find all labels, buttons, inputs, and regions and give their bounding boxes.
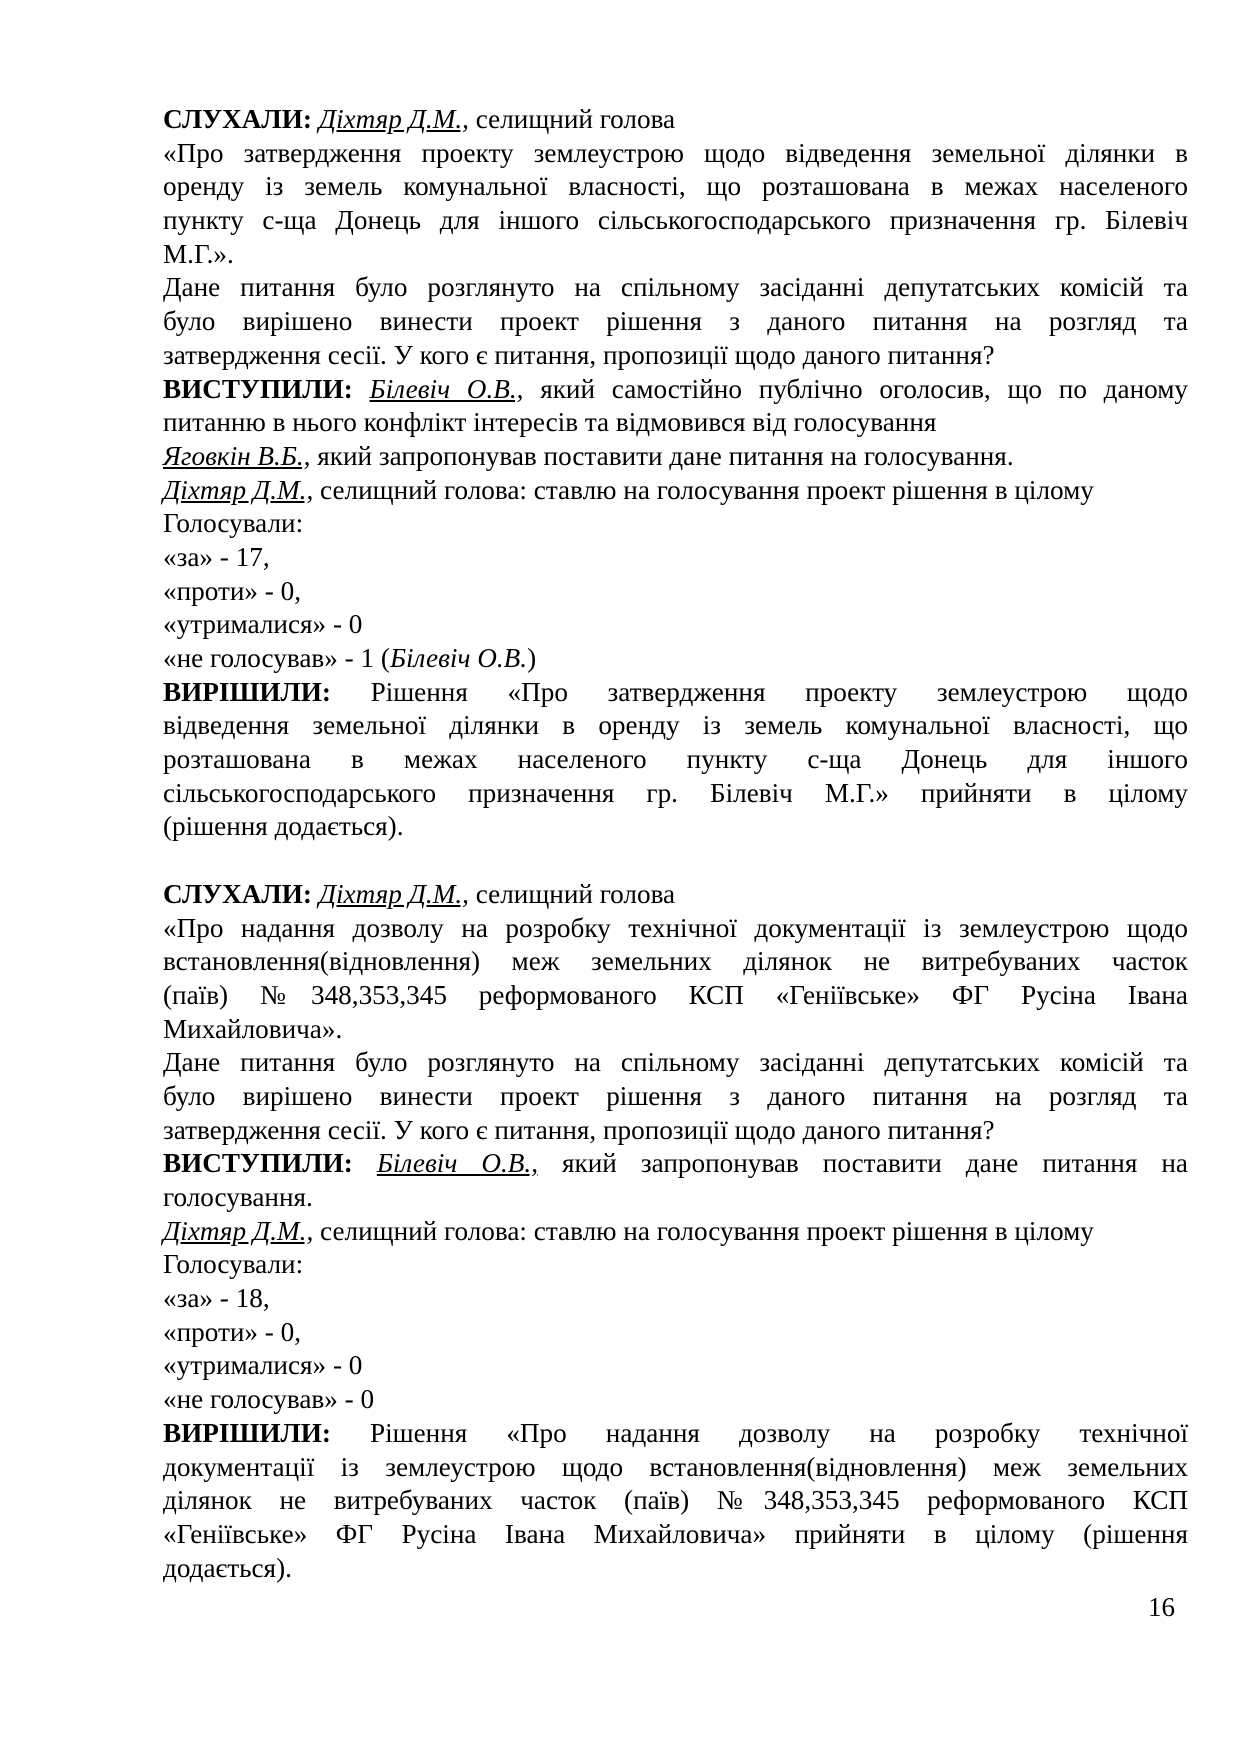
vote-for: «за» - 18, xyxy=(163,1283,270,1314)
spoke-label: ВИСТУПИЛИ: xyxy=(163,373,353,404)
not-voted-name: Білевіч О.В. xyxy=(389,643,528,673)
discussion-line: затвердження сесії. У кого є питання, пропозиції щодо даного питання? xyxy=(163,339,995,370)
item-title-line: (паїв) №348,353,345 реформованого КСП «Геніївське» ФГ Русіна Івана xyxy=(163,979,1188,1010)
spoke-text-line: голосування. xyxy=(163,1182,313,1212)
speaker-name: Яговкін В.Б., xyxy=(163,440,311,471)
decided-line xyxy=(163,1417,1188,1451)
chair-text: селищний голова: ставлю на голосування проект рішення в цілому xyxy=(313,474,1094,505)
chair-line xyxy=(163,1215,1188,1249)
decided-text: Рішення «Про надання дозволу на розробку технічної xyxy=(330,1417,1188,1448)
item-title-line: Михайловича». xyxy=(163,1013,343,1044)
vote-against: «проти» - 0, xyxy=(163,575,302,606)
page-number: 16 xyxy=(1148,1592,1175,1622)
speaker-role: селищний голова xyxy=(468,878,676,909)
vote-not-voted: «не голосував» - 0 xyxy=(163,1384,375,1415)
chair-text: селищний голова: ставлю на голосування проект рішення в цілому xyxy=(313,1215,1094,1246)
chair-line xyxy=(163,474,1188,508)
vote-for: «за» - 17, xyxy=(163,541,270,572)
agenda-item-1 xyxy=(163,103,1188,844)
item-title-line: М.Г.». xyxy=(163,238,234,269)
document-page xyxy=(163,103,1188,1585)
discussion-line: затвердження сесії. У кого є питання, пропозиції щодо даного питання? xyxy=(163,1114,995,1145)
spoke-text: який запропонував поставити дане питання на xyxy=(538,1148,1188,1179)
speaker-name: Діхтяр Д.М., xyxy=(163,474,314,505)
vote-against: «проти» - 0, xyxy=(163,1316,302,1347)
heard-label: СЛУХАЛИ: xyxy=(163,878,312,909)
proposal-text: який запропонував поставити дане питання на голосування. xyxy=(310,440,1014,471)
speaker-name: Діхтяр Д.М., xyxy=(318,878,469,909)
decided-text-line: «Геніївське» ФГ Русіна Івана Михайловича» прийняти в цілому (рішення xyxy=(163,1518,1188,1549)
speaker-name: Білевіч О.В., xyxy=(369,373,524,404)
spoke-label: ВИСТУПИЛИ: xyxy=(163,1148,353,1179)
discussion-line: було вирішено винести проект рішення з даного питання на розгляд та xyxy=(163,1080,1188,1111)
decided-text-line: ділянок не витребуваних часток (паїв) №348,353,345 реформованого КСП xyxy=(163,1485,1188,1516)
speaker-role: селищний голова xyxy=(468,104,676,134)
spoke-text: який самостійно публічно оголосив, що по даному xyxy=(523,373,1189,404)
vote-abstained: «утрималися» - 0 xyxy=(163,609,363,640)
vote-abstained: «утрималися» - 0 xyxy=(163,1350,363,1381)
decided-label: ВИРІШИЛИ: xyxy=(163,676,331,707)
decided-text-line: розташована в межах населеного пункту с-ща Донець для іншого xyxy=(163,744,1188,775)
section-gap xyxy=(163,844,1188,878)
decided-line xyxy=(163,676,1188,710)
proposal-line xyxy=(163,440,1188,474)
decided-text-line: додається). xyxy=(163,1552,292,1583)
vote-not-voted xyxy=(163,642,1188,676)
speaker-name: Білевіч О.В., xyxy=(376,1148,538,1179)
speaker-name: Діхтяр Д.М., xyxy=(163,1215,314,1246)
votes-heading: Голосували: xyxy=(163,1249,304,1280)
item-title-line: «Про затвердження проекту землеустрою щодо відведення земельної ділянки в xyxy=(163,137,1188,168)
decided-text-line: (рішення додається). xyxy=(163,811,404,842)
item-title-line: «Про надання дозволу на розробку технічної документації із землеустрою щодо xyxy=(163,912,1188,943)
discussion-line: Дане питання було розглянуто на спільному засіданні депутатських комісій та xyxy=(163,1047,1188,1078)
spoke-text-line: питанню в нього конфлікт інтересів та відмовився від голосування xyxy=(163,407,937,438)
decided-text: Рішення «Про затвердження проекту землеустрою щодо xyxy=(330,676,1188,707)
decided-text-line: відведення земельної ділянки в оренду із земель комунальної власності, що xyxy=(163,710,1188,741)
spoke-line xyxy=(163,1147,1188,1181)
discussion-line: було вирішено винести проект рішення з даного питання на розгляд та xyxy=(163,306,1188,337)
agenda-item-2 xyxy=(163,878,1188,1585)
heard-line xyxy=(163,103,1188,137)
speaker-name: Діхтяр Д.М., xyxy=(318,104,469,134)
decided-text-line: сільськогосподарського призначення гр. Білевіч М.Г.» прийняти в цілому xyxy=(163,777,1188,808)
discussion-line: Дане питання було розглянуто на спільному засіданні депутатських комісій та xyxy=(163,272,1188,303)
decided-label: ВИРІШИЛИ: xyxy=(163,1417,331,1448)
decided-text-line: документації із землеустрою щодо встановлення(відновлення) меж земельних xyxy=(163,1451,1188,1482)
item-title-line: оренду із земель комунальної власності, що розташована в межах населеного xyxy=(163,171,1188,202)
item-title-line: встановлення(відновлення) меж земельних ділянок не витребуваних часток xyxy=(163,946,1188,977)
not-voted-close: ) xyxy=(527,643,537,673)
heard-line xyxy=(163,878,1188,912)
item-title-line: пункту с-ща Донець для іншого сільськогосподарського призначення гр. Білевіч xyxy=(163,205,1188,236)
heard-label: СЛУХАЛИ: xyxy=(163,104,312,134)
spoke-line xyxy=(163,373,1188,407)
votes-heading: Голосували: xyxy=(163,508,304,539)
not-voted-text: «не голосував» - 1 ( xyxy=(163,643,390,673)
